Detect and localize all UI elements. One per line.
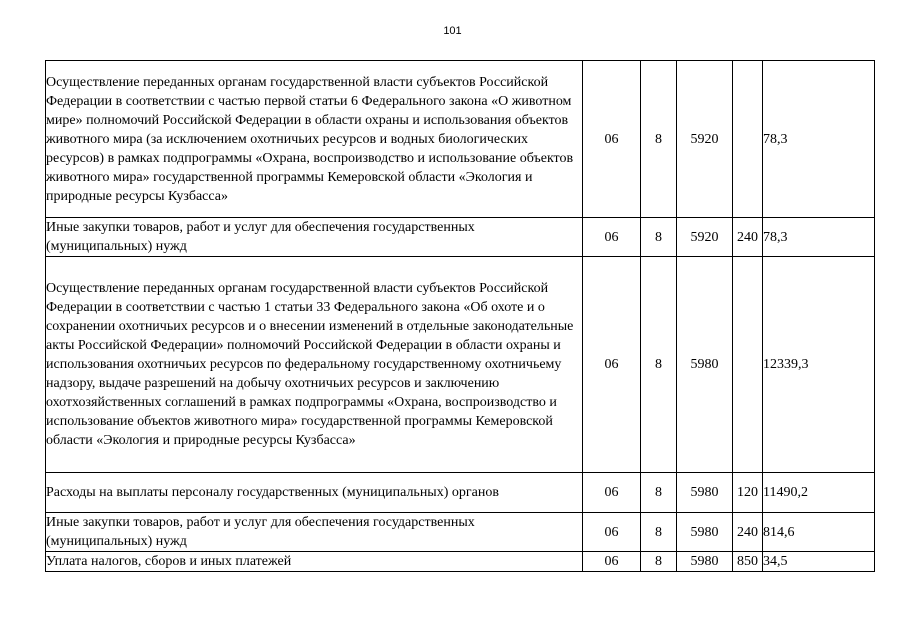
target-article-code: 5920 bbox=[677, 218, 733, 257]
target-article-code: 5980 bbox=[677, 257, 733, 473]
target-article-code: 5980 bbox=[677, 513, 733, 552]
table-row bbox=[46, 513, 875, 552]
table-row bbox=[46, 552, 875, 572]
row-description: Осуществление переданных органам государственной власти субъектов Российской Федерации в соответствии с частью первой статьи 6 Федерального закона «О животном мире» полномочий Российской Федерации в области охраны и использования объектов животного мира (за исключением охотничьих ресурсов и водных биологических ресурсов) в рамках подпрограммы «Охрана, воспроизводство и использование объектов животного мира» государственной программы Кемеровской области «Экология и природные ресурсы Кузбасса» bbox=[46, 61, 583, 218]
row-description: Иные закупки товаров, работ и услуг для обеспечения государственных (муниципальных) нужд bbox=[46, 218, 583, 257]
subsection-code: 8 bbox=[641, 513, 677, 552]
section-code: 06 bbox=[583, 61, 641, 218]
table-row bbox=[46, 61, 875, 218]
row-description: Расходы на выплаты персоналу государственных (муниципальных) органов bbox=[46, 473, 583, 513]
expense-type-code: 240 bbox=[733, 513, 763, 552]
expense-type-code: 240 bbox=[733, 218, 763, 257]
subsection-code: 8 bbox=[641, 473, 677, 513]
table-row bbox=[46, 257, 875, 473]
section-code: 06 bbox=[583, 257, 641, 473]
target-article-code: 5920 bbox=[677, 61, 733, 218]
section-code: 06 bbox=[583, 552, 641, 572]
row-description: Иные закупки товаров, работ и услуг для обеспечения государственных (муниципальных) нужд bbox=[46, 513, 583, 552]
amount: 78,3 bbox=[763, 218, 875, 257]
expense-type-code: 120 bbox=[733, 473, 763, 513]
expense-type-code bbox=[733, 257, 763, 473]
amount: 34,5 bbox=[763, 552, 875, 572]
target-article-code: 5980 bbox=[677, 552, 733, 572]
target-article-code: 5980 bbox=[677, 473, 733, 513]
table-row bbox=[46, 218, 875, 257]
expense-type-code: 850 bbox=[733, 552, 763, 572]
amount: 11490,2 bbox=[763, 473, 875, 513]
section-code: 06 bbox=[583, 473, 641, 513]
expense-type-code bbox=[733, 61, 763, 218]
amount: 12339,3 bbox=[763, 257, 875, 473]
subsection-code: 8 bbox=[641, 218, 677, 257]
subsection-code: 8 bbox=[641, 552, 677, 572]
section-code: 06 bbox=[583, 218, 641, 257]
section-code: 06 bbox=[583, 513, 641, 552]
row-description: Осуществление переданных органам государственной власти субъектов Российской Федерации в соответствии с частью 1 статьи 33 Федерального закона «Об охоте и о сохранении охотничьих ресурсов и о внесении изменений в отдельные законодательные акты Российской Федерации» полномочий Российской Федерации в области охраны и использования охотничьих ресурсов по федеральному государственному охотничьему надзору, выдаче разрешений на добычу охотничьих ресурсов и заключению охотхозяйственных соглашений в рамках подпрограммы «Охрана, воспроизводство и использование объектов животного мира» государственной программы Кемеровской области «Экология и природные ресурсы Кузбасса» bbox=[46, 257, 583, 473]
table-row bbox=[46, 473, 875, 513]
page-number: 101 bbox=[443, 25, 462, 37]
subsection-code: 8 bbox=[641, 61, 677, 218]
budget-table bbox=[45, 60, 875, 572]
amount: 814,6 bbox=[763, 513, 875, 552]
row-description: Уплата налогов, сборов и иных платежей bbox=[46, 552, 583, 572]
subsection-code: 8 bbox=[641, 257, 677, 473]
amount: 78,3 bbox=[763, 61, 875, 218]
